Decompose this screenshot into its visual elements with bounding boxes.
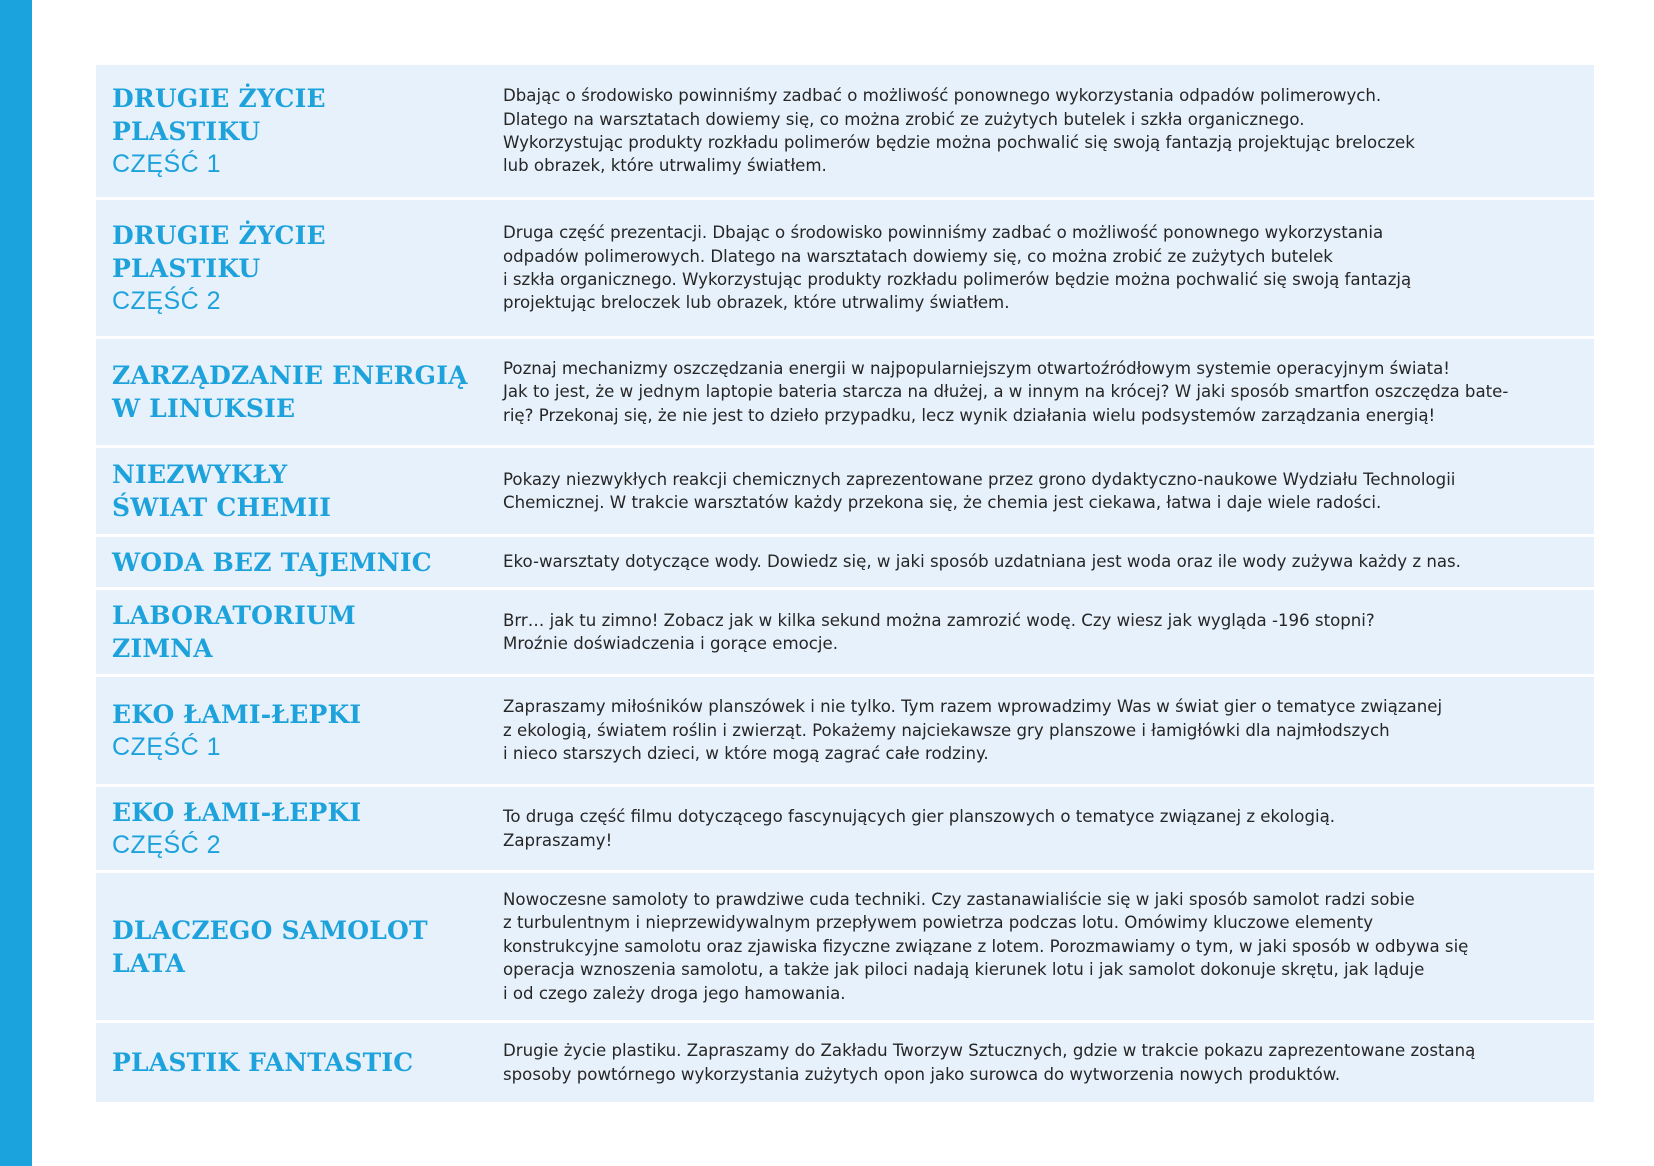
workshop-title: DRUGIE ŻYCIE PLASTIKU: [112, 220, 326, 283]
description-cell: [471, 221, 1594, 315]
description-cell: [471, 357, 1594, 427]
workshop-title: PLASTIK FANTASTIC: [112, 1048, 414, 1077]
table-row: [96, 339, 1594, 448]
table-row: [96, 677, 1594, 787]
title-cell: [96, 914, 471, 980]
table-row: [96, 1023, 1594, 1102]
title-cell: [96, 359, 471, 425]
title-cell: [96, 599, 471, 665]
title-cell: [96, 698, 471, 764]
description-cell: [471, 84, 1594, 178]
description-cell: [471, 609, 1594, 656]
description-cell: [471, 1039, 1594, 1086]
workshop-title: DRUGIE ŻYCIE PLASTIKU: [112, 83, 326, 146]
description-cell: [471, 468, 1594, 515]
workshop-description: Druga część prezentacji. Dbając o środowisko powinniśmy zadbać o możliwość ponownego wykorzystania odpadów polimerowych. Dlatego na warsztatach dowiemy się, co można zrobić ze zużytych butelek i szkła organicznego. Wykorzystując produkty rozkładu polimerów będzie można pochwalić się swoją fantazją projektując breloczek lub obrazek, które utrwalimy światłem.: [503, 223, 1412, 313]
title-cell: [96, 82, 471, 181]
table-row: [96, 590, 1594, 677]
workshop-description: To druga część filmu dotyczącego fascynujących gier planszowych o tematyce związanej z ekologią. Zapraszamy!: [503, 807, 1336, 850]
table-row: [96, 200, 1594, 339]
workshop-description: Brr… jak tu zimno! Zobacz jak w kilka sekund można zamrozić wodę. Czy wiesz jak wygląda -196 stopni? Mroźnie doświadczenia i gorące emocje.: [503, 610, 1375, 653]
side-accent-bar: [0, 0, 32, 1166]
workshop-title: ZARZĄDZANIE ENERGIĄ W LINUKSIE: [112, 361, 468, 423]
table-row: [96, 537, 1594, 590]
workshop-description: Pokazy niezwykłych reakcji chemicznych zaprezentowane przez grono dydaktyczno-naukowe Wydziału Technologii Chemicznej. W trakcie warsztatów każdy przekona się, że chemia jest ciekawa, łatwa i daje wiele radości.: [503, 469, 1456, 512]
workshop-table: [96, 65, 1594, 1102]
workshop-description: Zapraszamy miłośników planszówek i nie tylko. Tym razem wprowadzimy Was w świat gier o tematyce związanej z ekologią, światem roślin i zwierząt. Pokażemy najciekawsze gry planszowe i łamigłówki dla najmłodszych i nieco starszych dzieci, w które mogą zagrać całe rodziny.: [503, 697, 1443, 764]
table-row: [96, 448, 1594, 537]
title-cell: [96, 219, 471, 318]
workshop-part: CZĘŚĆ 2: [112, 830, 222, 859]
workshop-title: WODA BEZ TAJEMNIC: [112, 547, 432, 577]
description-cell: [471, 695, 1594, 765]
workshop-part: CZĘŚĆ 2: [112, 286, 222, 315]
workshop-title: EKO ŁAMI-ŁEPKI: [112, 797, 362, 827]
title-cell: [96, 1046, 471, 1079]
description-cell: [471, 888, 1594, 1005]
title-cell: [96, 458, 471, 524]
table-row: [96, 65, 1594, 200]
workshop-title: DLACZEGO SAMOLOT LATA: [112, 915, 428, 978]
workshop-title: LABORATORIUM ZIMNA: [112, 601, 356, 663]
description-cell: [471, 805, 1594, 852]
table-row: [96, 873, 1594, 1023]
workshop-part: CZĘŚĆ 1: [112, 732, 222, 761]
workshop-description: Nowoczesne samoloty to prawdziwe cuda techniki. Czy zastanawialiście się w jaki sposób samolot radzi sobie z turbulentnym i nieprzewidywalnym przepływem powietrza podczas lotu. Omówimy kluczowe elementy konstrukcyjne samolotu oraz zjawiska fizyczne związane z lotem. Porozmawiamy o tym, w jaki sposób w odbywa się operacja wznoszenia samolotu, a także jak piloci nadają kierunek lotu i jak samolot dokonuje skrętu, jak ląduje i od czego zależy droga jego hamowania.: [503, 889, 1469, 1003]
title-cell: [96, 796, 471, 862]
workshop-title: NIEZWYKŁY ŚWIAT CHEMII: [112, 460, 332, 522]
workshop-title: EKO ŁAMI-ŁEPKI: [112, 699, 362, 729]
workshop-description: Drugie życie plastiku. Zapraszamy do Zakładu Tworzyw Sztucznych, gdzie w trakcie pokazu zaprezentowane zostaną sposoby powtórnego wykorzystania zużytych opon jako surowca do wytworzenia nowych produktów.: [503, 1041, 1476, 1084]
workshop-description: Poznaj mechanizmy oszczędzania energii w najpopularniejszym otwartoźródłowym systemie operacyjnym świata! Jak to jest, że w jednym laptopie bateria starcza na dłużej, a w innym na krócej? W jaki sposób smartfon oszczędza bate- rię? Przekonaj się, że nie jest to dzieło przypadku, lecz wynik działania wielu podsystemów zarządzania energią!: [503, 358, 1509, 425]
workshop-description: Dbając o środowisko powinniśmy zadbać o możliwość ponownego wykorzystania odpadów polimerowych. Dlatego na warsztatach dowiemy się, co można zrobić ze zużytych butelek i szkła organicznego. Wykorzystując produkty rozkładu polimerów będzie można pochwalić się swoją fantazją projektując breloczek lub obrazek, które utrwalimy światłem.: [503, 86, 1415, 176]
table-row: [96, 787, 1594, 873]
title-cell: [96, 546, 471, 579]
description-cell: [471, 550, 1594, 573]
workshop-part: CZĘŚĆ 1: [112, 149, 222, 178]
workshop-description: Eko-warsztaty dotyczące wody. Dowiedz się, w jaki sposób uzdatniana jest woda oraz ile wody zużywa każdy z nas.: [503, 552, 1461, 572]
